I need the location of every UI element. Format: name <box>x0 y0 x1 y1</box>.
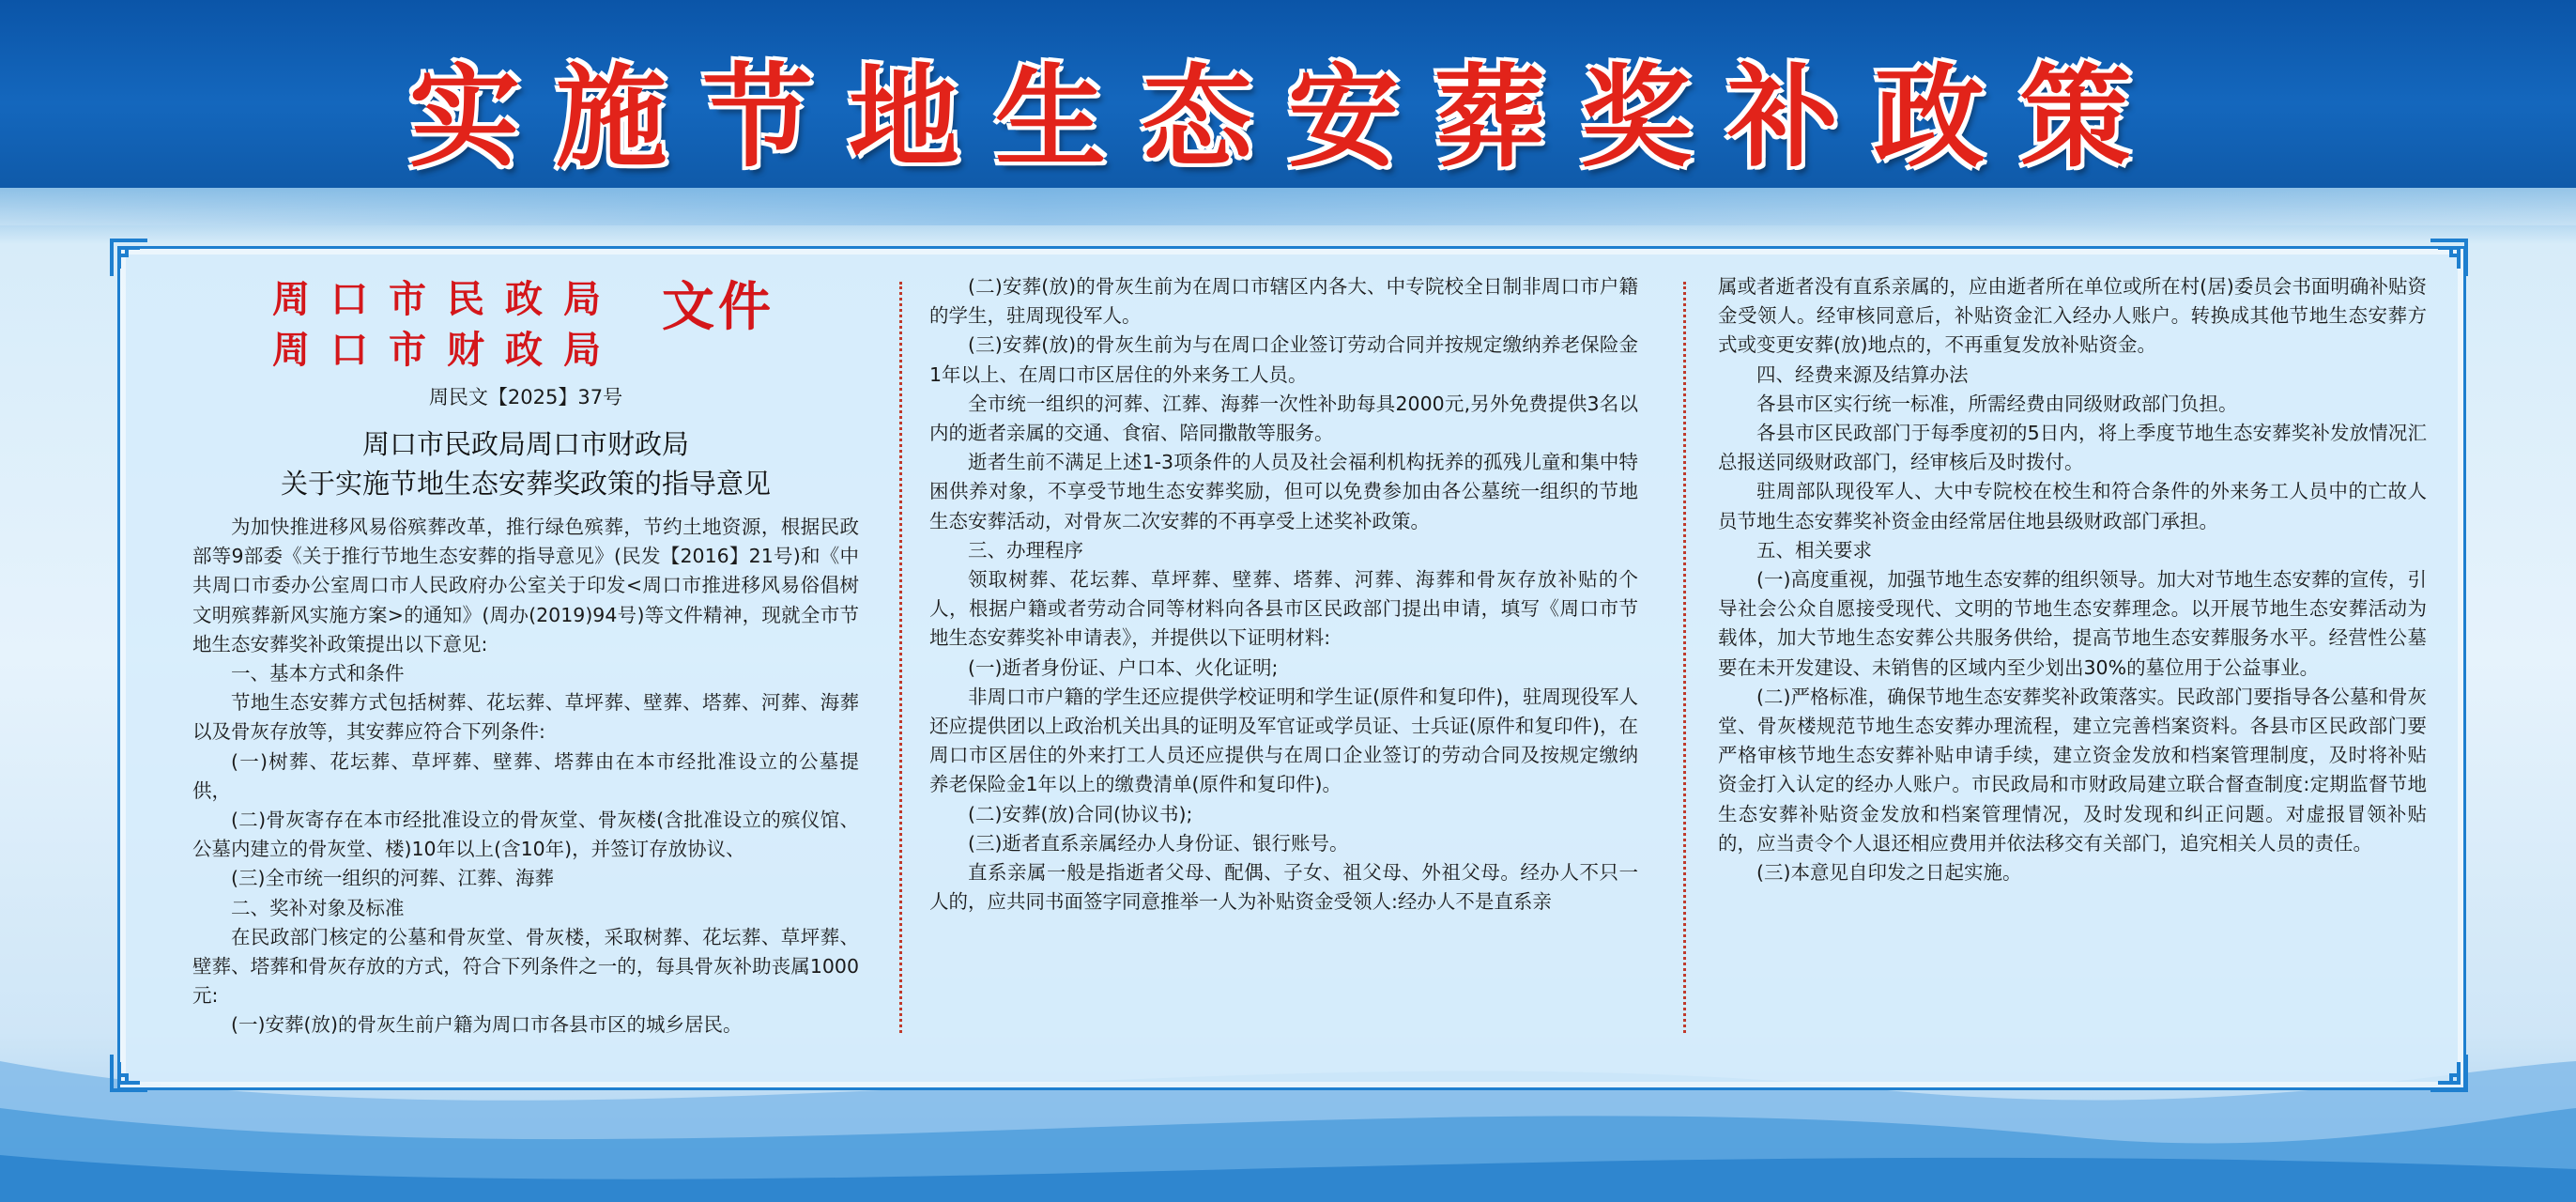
paragraph: 属或者逝者没有直系亲属的，应由逝者所在单位或所在村(居)委员会书面明确补贴资金受领人。经审核同意后，补贴资金汇入经办人账户。转换成其他节地生态安葬方式或变更安葬(放)地点的，不再重复发放补贴资金。 <box>1718 275 2427 357</box>
issuer-civil-affairs: 周口市民政局 <box>272 277 621 321</box>
header-stripe <box>0 188 2576 225</box>
section-heading: 三、办理程序 <box>968 538 1083 562</box>
paragraph: (一)高度重视，加强节地生态安葬的组织领导。加大对节地生态安葬的宣传，引导社会公众自愿接受现代、文明的节地生态安葬理念。以开展节地生态安葬活动为载体，加大节地生态安葬公共服务供给，提高节地生态安葬服务水平。经营性公墓要在未开发建设、未销售的区域内至少划出30%的墓位用于公益事业。 <box>1718 568 2427 679</box>
document-header <box>192 272 859 424</box>
banner-title: 实施节地生态安葬奖补政策 <box>408 53 2167 182</box>
paragraph: (二)安葬(放)的骨灰生前为在周口市辖区内各大、中专院校全日制非周口市户籍的学生，驻周现役军人。 <box>929 275 1638 328</box>
document-word: 文件 <box>662 276 774 338</box>
section-heading: 四、经费来源及结算办法 <box>1756 362 1969 386</box>
section-heading: 五、相关要求 <box>1756 538 1872 562</box>
paragraph: (一)树葬、花坛葬、草坪葬、壁葬、塔葬由在本市经批准设立的公墓提供， <box>192 749 859 802</box>
column-2 <box>929 272 1638 917</box>
paragraph: (一)逝者身份证、户口本、火化证明; <box>968 655 1279 679</box>
document-title-line2: 关于实施节地生态安葬奖政策的指导意见 <box>280 468 771 500</box>
paragraph: 为加快推进移风易俗殡葬改革，推行绿色殡葬，节约土地资源，根据民政部等9部委《关于推行节地生态安葬的指导意见》(民发【2016】21号)和《中共周口市委办公室周口市人民政府办公室关于印发<周口市推进移风易俗倡树文明殡葬新风实施方案>的通知》(周办(2019)94号)等文件精神，现就全市节地生态安葬奖补政策提出以下意见: <box>192 516 859 655</box>
column-3 <box>1718 272 2427 887</box>
paragraph: (三)逝者直系亲属经办人身份证、银行账号。 <box>968 831 1349 855</box>
issuer-finance: 周口市财政局 <box>272 328 621 372</box>
paragraph: (二)骨灰寄存在本市经批准设立的骨灰堂、骨灰楼(含批准设立的殡仪馆、公墓内建立的骨灰堂、楼)10年以上(含10年)，并签订存放协议、 <box>192 809 859 861</box>
column-divider <box>899 282 902 1033</box>
paragraph: (三)全市统一组织的河葬、江葬、海葬 <box>231 867 554 890</box>
corner-ornament-icon <box>108 237 151 280</box>
paragraph: 各县市区民政部门于每季度初的5日内，将上季度节地生态安葬奖补发放情况汇总报送同级财政部门，经审核后及时拨付。 <box>1718 422 2427 474</box>
paragraph: 各县市区实行统一标准，所需经费由同级财政部门负担。 <box>1756 392 2238 415</box>
paragraph: 节地生态安葬方式包括树葬、花坛葬、草坪葬、壁葬、塔葬、河葬、海葬以及骨灰存放等，其安葬应符合下列条件: <box>192 691 859 744</box>
paragraph: (二)安葬(放)合同(协议书); <box>968 802 1193 825</box>
corner-ornament-icon <box>2427 1051 2470 1094</box>
paragraph: 逝者生前不满足上述1-3项条件的人员及社会福利机构抚养的孤残儿童和集中特困供养对象，不享受节地生态安葬奖励，但可以免费参加由各公墓统一组织的节地生态安葬活动，对骨灰二次安葬的不再享受上述奖补政策。 <box>929 451 1638 532</box>
paragraph: 在民政部门核定的公墓和骨灰堂、骨灰楼，采取树葬、花坛葬、草坪葬、壁葬、塔葬和骨灰存放的方式，符合下列条件之一的，每具骨灰补助丧属1000元: <box>192 925 859 1008</box>
paragraph: 全市统一组织的河葬、江葬、海葬一次性补助每具2000元,另外免费提供3名以内的逝者亲属的交通、食宿、陪同撒散等服务。 <box>929 392 1638 445</box>
paragraph: (一)安葬(放)的骨灰生前户籍为周口市各县市区的城乡居民。 <box>231 1013 743 1037</box>
document-number: 周民文【2025】37号 <box>428 386 623 408</box>
column-1 <box>192 272 859 1040</box>
paragraph: (三)本意见自印发之日起实施。 <box>1756 861 2022 885</box>
section-heading: 一、基本方式和条件 <box>231 662 405 686</box>
paragraph: 非周口市户籍的学生还应提供学校证明和学生证(原件和复印件)，驻周现役军人还应提供团以上政治机关出具的证明及军官证或学员证、士兵证(原件和复印件)，在周口市区居住的外来打工人员还应提供与在周口企业签订的劳动合同及按规定缴纳养老保险金1年以上的缴费清单(原件和复印件)。 <box>929 685 1638 796</box>
paragraph: 直系亲属一般是指逝者父母、配偶、子女、祖父母、外祖父母。经办人不只一人的，应共同书面签字同意推举一人为补贴资金受领人:经办人不是直系亲 <box>929 861 1638 914</box>
column-divider <box>1683 282 1686 1033</box>
corner-ornament-icon <box>2427 237 2470 280</box>
corner-ornament-icon <box>108 1051 151 1094</box>
section-heading: 二、奖补对象及标准 <box>231 896 405 919</box>
paragraph: 驻周部队现役军人、大中专院校在校生和符合条件的外来务工人员中的亡故人员节地生态安葬奖补资金由经常居住地县级财政部门承担。 <box>1718 480 2427 532</box>
document-title-line1: 周口市民政局周口市财政局 <box>361 428 689 460</box>
paragraph: (二)严格标准，确保节地生态安葬奖补政策落实。民政部门要指导各公墓和骨灰堂、骨灰楼规范节地生态安葬办理流程，建立完善档案资料。各县市区民政部门要严格审核节地生态安葬补贴申请手续，建立资金发放和档案管理制度，及时将补贴资金打入认定的经办人账户。市民政局和市财政局建立联合督查制度:定期监督节地生态安葬补贴资金发放和档案管理情况，及时发现和纠正问题。对虚报冒领补贴的，应当责令个人退还相应费用并依法移交有关部门，追究相关人员的责任。 <box>1718 685 2427 855</box>
paragraph: 领取树葬、花坛葬、草坪葬、壁葬、塔葬、河葬、海葬和骨灰存放补贴的个人，根据户籍或者劳动合同等材料向各县市区民政部门提出申请，填写《周口市节地生态安葬奖补申请表》，并提供以下证明材料: <box>929 568 1638 650</box>
paragraph: (三)安葬(放)的骨灰生前为与在周口企业签订劳动合同并按规定缴纳养老保险金1年以上、在周口市区居住的外来务工人员。 <box>929 333 1638 386</box>
